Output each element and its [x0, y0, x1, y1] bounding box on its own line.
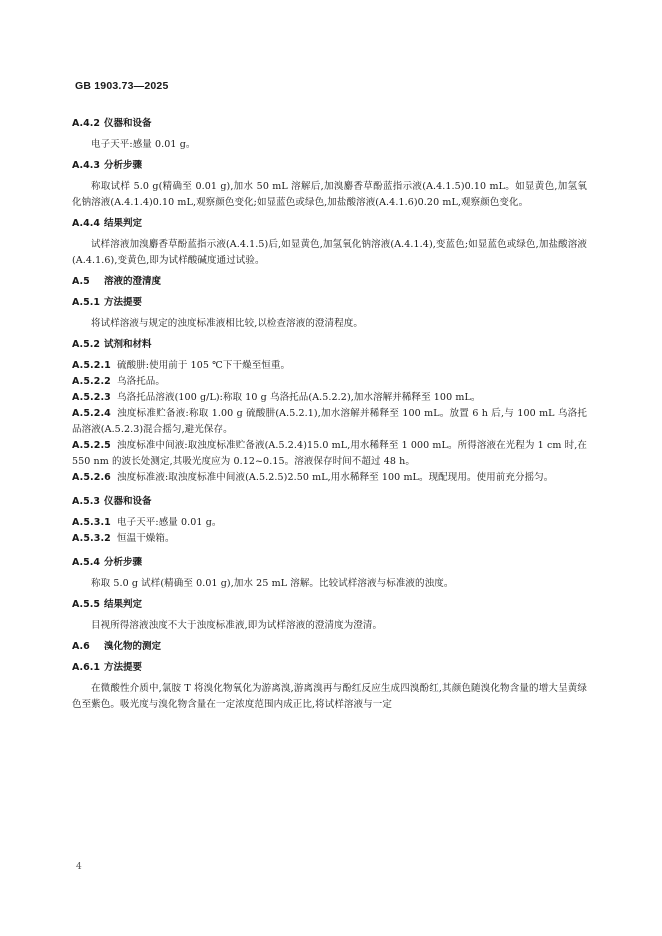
item-text: 电子天平:感量 0.01 g。 — [117, 517, 222, 528]
section-title: 分析步骤 — [104, 557, 143, 568]
item-text: 恒温干燥箱。 — [117, 533, 175, 544]
item-number: A.5.2.4 — [72, 408, 111, 419]
section-title: 溴化物的测定 — [104, 641, 162, 652]
paragraph-a61: 在微酸性介质中,氯胺 T 将溴化物氧化为游离溴,游离溴再与酚红反应生成四溴酚红,其颜色随溴化物含量的增大呈黄绿色至紫色。吸光度与溴化物含量在一定浓度范围内成正比,将试样溶液与一定 — [72, 683, 587, 710]
section-number: A.5.2 — [72, 339, 100, 350]
item-number: A.5.2.1 — [72, 360, 111, 371]
standard-number: GB 1903.73—2025 — [75, 80, 169, 92]
item-number: A.5.2.3 — [72, 392, 111, 403]
section-heading-a54 — [72, 555, 587, 571]
section-heading-a51 — [72, 295, 587, 311]
item-text: 硫酸肼:使用前于 105 ℃下干燥至恒重。 — [117, 360, 291, 371]
section-heading-a53 — [72, 494, 587, 510]
section-title: 仪器和设备 — [104, 118, 152, 129]
list-item-a5-2-3 — [72, 390, 587, 406]
item-number: A.5.3.1 — [72, 517, 111, 528]
paragraph-a43: 称取试样 5.0 g(精确至 0.01 g),加水 50 mL 溶解后,加溴麝香草酚蓝指示液(A.4.1.5)0.10 mL。如显黄色,加氢氧化钠溶液(A.4.1.4)0.10 mL,观察颜色变化;如显蓝色或绿色,加盐酸溶液(A.4.1.6)0.20 mL,观察颜色变化。 — [72, 181, 587, 208]
list-item-a5-2-4 — [72, 406, 587, 438]
section-number: A.6 — [72, 641, 90, 652]
list-item-a5-2-5 — [72, 438, 587, 470]
section-number: A.4.2 — [72, 118, 100, 129]
section-number: A.5.4 — [72, 557, 100, 568]
item-text: 浊度标准贮备液:称取 1.00 g 硫酸肼(A.5.2.1),加水溶解并稀释至 100 mL。放置 6 h 后,与 100 mL 乌洛托品溶液(A.5.2.3)混合摇匀,避光保存。 — [72, 408, 587, 435]
section-title: 方法提要 — [104, 297, 143, 308]
section-title: 分析步骤 — [104, 160, 143, 171]
section-heading-a61 — [72, 660, 587, 676]
paragraph-a55: 目视所得溶液浊度不大于浊度标准液,即为试样溶液的澄清度为澄清。 — [91, 620, 383, 631]
section-heading-a43 — [72, 158, 587, 174]
section-heading-a42 — [72, 116, 587, 132]
page-number: 4 — [76, 862, 82, 872]
list-item-a5-3-1 — [72, 515, 587, 531]
paragraph-a42: 电子天平:感量 0.01 g。 — [91, 139, 196, 150]
document-body — [72, 116, 587, 713]
section-title: 溶液的澄清度 — [104, 276, 162, 287]
section-title: 结果判定 — [104, 599, 143, 610]
item-number: A.5.2.6 — [72, 472, 111, 483]
section-heading-a6 — [72, 639, 587, 655]
list-item-a5-2-1 — [72, 358, 587, 374]
item-text: 浊度标准中间液:取浊度标准贮备液(A.5.2.4)15.0 mL,用水稀释至 1 000 mL。所得溶液在光程为 1 cm 时,在 550 nm 的波长处测定,其吸光度应为 0.12~0.15。溶液保存时间不超过 48 h。 — [72, 440, 587, 467]
list-item-a5-3-2 — [72, 531, 587, 547]
item-number: A.5.3.2 — [72, 533, 111, 544]
section-heading-a44 — [72, 216, 587, 232]
section-number: A.5 — [72, 276, 90, 287]
section-number: A.5.3 — [72, 496, 100, 507]
paragraph-a51: 将试样溶液与规定的浊度标准液相比较,以检查溶液的澄清程度。 — [91, 318, 363, 329]
section-number: A.5.1 — [72, 297, 100, 308]
list-item-a5-2-2 — [72, 374, 587, 390]
section-heading-a5 — [72, 274, 587, 290]
list-item-a5-2-6 — [72, 470, 587, 486]
section-number: A.4.3 — [72, 160, 100, 171]
section-title: 方法提要 — [104, 662, 143, 673]
section-number: A.6.1 — [72, 662, 100, 673]
item-number: A.5.2.5 — [72, 440, 111, 451]
section-heading-a52 — [72, 337, 587, 353]
section-number: A.4.4 — [72, 218, 100, 229]
item-text: 浊度标准液:取浊度标准中间液(A.5.2.5)2.50 mL,用水稀释至 100 mL。现配现用。使用前充分摇匀。 — [117, 472, 554, 483]
section-number: A.5.5 — [72, 599, 100, 610]
item-text: 乌洛托品溶液(100 g/L):称取 10 g 乌洛托品(A.5.2.2),加水溶解并稀释至 100 mL。 — [117, 392, 481, 403]
section-title: 试剂和材料 — [104, 339, 152, 350]
item-number: A.5.2.2 — [72, 376, 111, 387]
item-text: 乌洛托品。 — [117, 376, 166, 387]
paragraph-a54: 称取 5.0 g 试样(精确至 0.01 g),加水 25 mL 溶解。比较试样溶液与标准液的浊度。 — [91, 578, 454, 589]
paragraph-a44: 试样溶液加溴麝香草酚蓝指示液(A.4.1.5)后,如显黄色,加氢氧化钠溶液(A.4.1.4),变蓝色;如显蓝色或绿色,加盐酸溶液(A.4.1.6),变黄色,即为试样酸碱度通过试验。 — [72, 239, 587, 266]
section-heading-a55 — [72, 597, 587, 613]
section-title: 结果判定 — [104, 218, 143, 229]
section-title: 仪器和设备 — [104, 496, 152, 507]
